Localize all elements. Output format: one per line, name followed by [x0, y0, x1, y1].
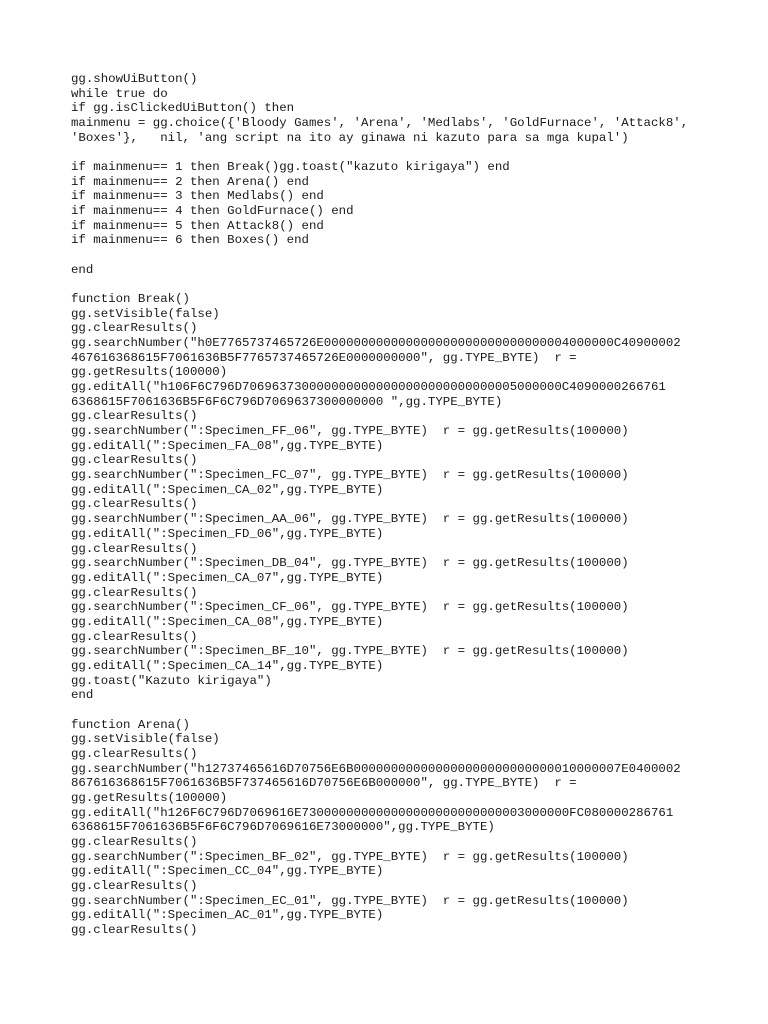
code-line: gg.searchNumber(":Specimen_CF_06", gg.TYPE_BYTE) r = gg.getResults(100000)	[71, 600, 629, 615]
code-line: if mainmenu== 4 then GoldFurnace() end	[71, 204, 354, 219]
code-line: gg.clearResults()	[71, 629, 198, 644]
code-line: gg.clearResults()	[71, 878, 198, 893]
code-line: gg.searchNumber(":Specimen_AA_06", gg.TYPE_BYTE) r = gg.getResults(100000)	[71, 512, 629, 527]
code-line: gg.searchNumber(":Specimen_BF_10", gg.TYPE_BYTE) r = gg.getResults(100000)	[71, 644, 629, 659]
code-line	[71, 277, 711, 292]
code-line: gg.setVisible(false)	[71, 306, 220, 321]
code-line: 'Boxes'}, nil, 'ang script na ito ay ginawa ni kazuto para sa mga kupal')	[71, 130, 629, 145]
code-line: gg.editAll(":Specimen_FD_06",gg.TYPE_BYTE)	[71, 526, 384, 541]
code-line: gg.toast("Kazuto kirigaya")	[71, 673, 272, 688]
code-line: gg.clearResults()	[71, 541, 198, 556]
code-line: gg.clearResults()	[71, 497, 198, 512]
code-line: end	[71, 262, 94, 277]
code-line: if mainmenu== 1 then Break()gg.toast("kazuto kirigaya") end	[71, 160, 510, 175]
code-line: while true do	[71, 86, 168, 101]
code-line: gg.searchNumber("h12737465616D70756E6B000000000000000000000000000010000007E0400002	[71, 761, 681, 776]
code-line: 6368615F7061636B5F6F6C796D7069616E73000000",gg.TYPE_BYTE)	[71, 820, 495, 835]
code-line: gg.editAll(":Specimen_CA_02",gg.TYPE_BYTE)	[71, 482, 384, 497]
script-code-block	[71, 72, 711, 938]
code-line: gg.editAll(":Specimen_FA_08",gg.TYPE_BYTE)	[71, 438, 384, 453]
code-line: gg.editAll("h106F6C796D7069637300000000000000000000000000005000000C4090000266761	[71, 380, 666, 395]
code-line: gg.editAll(":Specimen_AC_01",gg.TYPE_BYTE)	[71, 908, 384, 923]
code-line: gg.editAll(":Specimen_CC_04",gg.TYPE_BYTE)	[71, 864, 384, 879]
code-line: if mainmenu== 2 then Arena() end	[71, 174, 309, 189]
code-line	[71, 145, 711, 160]
code-line: gg.searchNumber(":Specimen_FC_07", gg.TYPE_BYTE) r = gg.getResults(100000)	[71, 468, 629, 483]
code-line	[71, 703, 711, 718]
code-line: gg.editAll(":Specimen_CA_07",gg.TYPE_BYTE)	[71, 570, 384, 585]
code-line: gg.searchNumber(":Specimen_DB_04", gg.TYPE_BYTE) r = gg.getResults(100000)	[71, 556, 629, 571]
code-line: gg.editAll("h126F6C796D7069616E730000000000000000000000000003000000FC080000286761	[71, 805, 674, 820]
code-line: end	[71, 688, 94, 703]
code-line: function Arena()	[71, 717, 190, 732]
code-line: gg.clearResults()	[71, 585, 198, 600]
code-line: 6368615F7061636B5F6F6C796D7069637300000000 ",gg.TYPE_BYTE)	[71, 394, 503, 409]
code-line: if mainmenu== 6 then Boxes() end	[71, 233, 309, 248]
code-line: gg.clearResults()	[71, 453, 198, 468]
code-line: gg.searchNumber("h0E7765737465726E000000000000000000000000000000004000000C40900002	[71, 336, 681, 351]
code-line: 467616368615F7061636B5F7765737465726E0000000000", gg.TYPE_BYTE) r =	[71, 350, 577, 365]
code-line: gg.searchNumber(":Specimen_EC_01", gg.TYPE_BYTE) r = gg.getResults(100000)	[71, 893, 629, 908]
code-line: gg.clearResults()	[71, 321, 198, 336]
code-line: gg.getResults(100000)	[71, 790, 228, 805]
code-line: gg.clearResults()	[71, 834, 198, 849]
code-line: if gg.isClickedUiButton() then	[71, 101, 295, 116]
code-line: gg.searchNumber(":Specimen_BF_02", gg.TYPE_BYTE) r = gg.getResults(100000)	[71, 849, 629, 864]
code-line: gg.clearResults()	[71, 922, 198, 937]
code-line: mainmenu = gg.choice({'Bloody Games', 'Arena', 'Medlabs', 'GoldFurnace', 'Attack8',	[71, 116, 689, 131]
code-line: if mainmenu== 5 then Attack8() end	[71, 218, 324, 233]
code-line: gg.showUiButton()	[71, 72, 198, 86]
code-line: gg.editAll(":Specimen_CA_14",gg.TYPE_BYTE)	[71, 658, 384, 673]
code-line: gg.searchNumber(":Specimen_FF_06", gg.TYPE_BYTE) r = gg.getResults(100000)	[71, 424, 629, 439]
code-line: if mainmenu== 3 then Medlabs() end	[71, 189, 324, 204]
code-line: function Break()	[71, 292, 190, 307]
code-line: gg.getResults(100000)	[71, 365, 228, 380]
code-line: gg.setVisible(false)	[71, 732, 220, 747]
code-line	[71, 248, 711, 263]
code-line: 867616368615F7061636B5F737465616D70756E6B000000", gg.TYPE_BYTE) r =	[71, 776, 577, 791]
code-line: gg.clearResults()	[71, 409, 198, 424]
code-line: gg.editAll(":Specimen_CA_08",gg.TYPE_BYTE)	[71, 614, 384, 629]
code-line: gg.clearResults()	[71, 746, 198, 761]
